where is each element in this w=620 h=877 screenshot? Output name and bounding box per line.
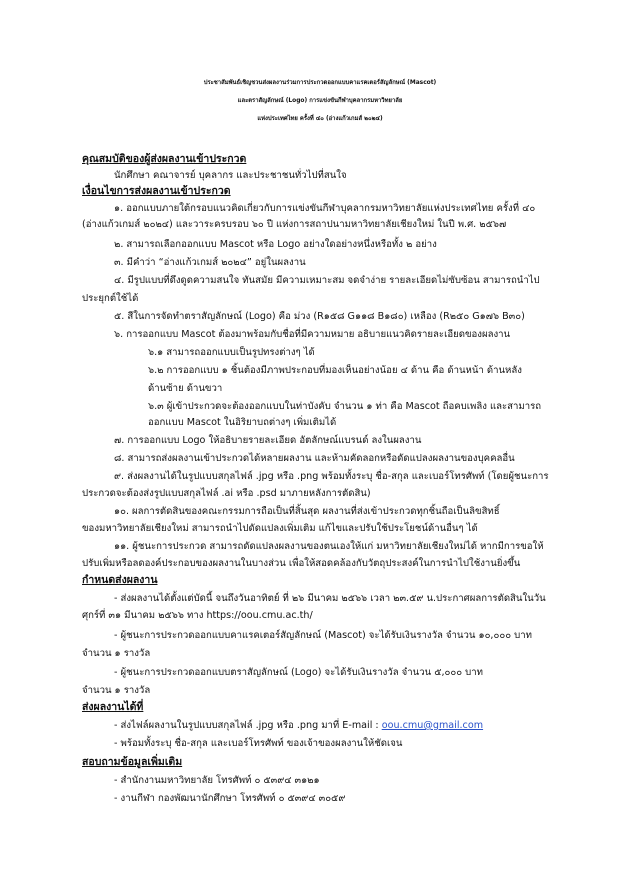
condition-2: ๒. สามารถเลือกออกแบบ Mascot หรือ Logo อย่างใดอย่างหนึ่งหรือทั้ง ๒ อย่าง: [114, 239, 437, 250]
submit-line-1-text: - ส่งไฟล์ผลงานในรูปแบบสกุลไฟล์ .jpg หรือ .png มาที่ E-mail :: [114, 720, 382, 731]
condition-6-2-line-1: ๖.๒ การออกแบบ ๑ ชิ้นต้องมีภาพประกอบที่มองเห็นอย่างน้อย ๔ ด้าน คือ ด้านหน้า ด้านหลัง: [148, 365, 522, 376]
condition-9-line-2: ประกวดจะต้องส่งรูปแบบสกุลไฟล์ .ai หรือ .psd มาภายหลังการตัดสิน): [82, 488, 371, 499]
condition-6-2-line-2: ด้านซ้าย ด้านขวา: [148, 383, 223, 394]
condition-6-1: ๖.๑ สามารถออกแบบเป็นรูปทรงต่างๆ ได้: [148, 347, 315, 358]
schedule-item-1-line-1: - ส่งผลงานได้ตั้งแต่บัดนี้ จนถึงวันอาทิตย์ ที่ ๒๖ มีนาคม ๒๕๖๖ เวลา ๒๓.๕๙ น.ประกาศผลการตัดสินในวัน: [114, 593, 546, 604]
schedule-heading: กำหนดส่งผลงาน: [82, 574, 158, 586]
condition-9-line-1: ๙. ส่งผลงานได้ในรูปแบบสกุลไฟล์ .jpg หรือ .png พร้อมทั้งระบุ ชื่อ-สกุล และเบอร์โทรศัพท์ (โดยผู้ชนะการ: [114, 471, 549, 482]
submit-line-1: [114, 719, 483, 732]
contact-heading: สอบถามข้อมูลเพิ่มเติม: [82, 756, 183, 768]
page-title-line-2: และตราสัญลักษณ์ (Logo) การแข่งขันกีฬาบุคลากรมหาวิทยาลัย: [237, 98, 403, 104]
qualifications-text: นักศึกษา คณาจารย์ บุคลากร และประชาชนทั่วไปที่สนใจ: [114, 170, 347, 181]
schedule-item-3-line-1: - ผู้ชนะการประกวดออกแบบตราสัญลักษณ์ (Logo) จะได้รับเงินรางวัล จำนวน ๕,๐๐๐ บาท: [114, 667, 483, 678]
condition-3: ๓. มีคำว่า “อ่างแก้วเกมส์ ๒๐๒๔” อยู่ในผลงาน: [114, 257, 306, 268]
condition-6-3-line-2: ออกแบบ Mascot ในอิริยาบถต่างๆ เพิ่มเติมได้: [148, 417, 337, 428]
condition-11-line-2: ปรับเพิ่มหรือลดองค์ประกอบของผลงานในบางส่วน เพื่อให้สอดคล้องกับวัตถุประสงค์ในการนำไปใช้งานยิ่งขึ้น: [82, 558, 521, 569]
condition-10-line-1: ๑๐. ผลการตัดสินของคณะกรรมการถือเป็นที่สิ้นสุด ผลงานที่ส่งเข้าประกวดทุกชิ้นถือเป็นลิขสิทธิ์: [114, 506, 500, 517]
email-link[interactable]: oou.cmu@gmail.com: [381, 720, 484, 731]
page-title-line-3: แห่งประเทศไทย ครั้งที่ ๔๐ (อ่างแก้วเกมส์ ๒๐๒๔): [257, 116, 383, 122]
condition-11-line-1: ๑๑. ผู้ชนะการประกวด สามารถดัดแปลงผลงานของตนเองให้แก่ มหาวิทยาลัยเชียงใหม่ได้ หากมีการขอให้: [114, 541, 544, 552]
condition-1-line-2: (อ่างแก้วเกมส์ ๒๐๒๔) และวาระครบรอบ ๖๐ ปี แห่งการสถาปนามหาวิทยาลัยเชียงใหม่ ในปี พ.ศ. ๒๕๖๗: [82, 219, 507, 230]
condition-6-3-line-1: ๖.๓ ผู้เข้าประกวดจะต้องออกแบบในท่าบังคับ จำนวน ๑ ท่า คือ Mascot ถือคบเพลิง และสามารถ: [148, 401, 542, 412]
condition-5: ๕. สีในการจัดทำตราสัญลักษณ์ (Logo) คือ ม่วง (R๑๕๘ G๑๑๘ B๑๘๐) เหลือง (R๒๕๐ G๑๗๖ B๓๐): [114, 311, 525, 322]
condition-7: ๗. การออกแบบ Logo ให้อธิบายรายละเอียด อัตลักษณ์แบรนด์ ลงในผลงาน: [114, 435, 422, 446]
condition-1-line-1: ๑. ออกแบบภายใต้กรอบแนวคิดเกี่ยวกับการแข่งขันกีฬาบุคลากรมหาวิทยาลัยแห่งประเทศไทย ครั้งที่ ๔๐: [114, 203, 536, 214]
submit-line-2: - พร้อมทั้งระบุ ชื่อ-สกุล และเบอร์โทรศัพท์ ของเจ้าของผลงานให้ชัดเจน: [114, 738, 403, 749]
schedule-item-1-line-2: ศุกร์ที่ ๓๑ มีนาคม ๒๕๖๖ ทาง https://oou.cmu.ac.th/: [82, 610, 313, 621]
condition-6: ๖. การออกแบบ Mascot ต้องมาพร้อมกับชื่อที่มีความหมาย อธิบายแนวคิดรายละเอียดของผลงาน: [114, 329, 511, 340]
schedule-item-2-line-1: - ผู้ชนะการประกวดออกแบบคาแรคเตอร์สัญลักษณ์ (Mascot) จะได้รับเงินรางวัล จำนวน ๑๐,๐๐๐ บาท: [114, 630, 532, 641]
condition-4-line-2: ประยุกต์ใช้ได้: [82, 293, 139, 304]
condition-8: ๘. สามารถส่งผลงานเข้าประกวดได้หลายผลงาน และห้ามคัดลอกหรือดัดแปลงผลงานของบุคคลอื่น: [114, 453, 515, 464]
page-title-line-1: ประชาสัมพันธ์เชิญชวนส่งผลงานร่วมการประกวดออกแบบคาแรคเตอร์สัญลักษณ์ (Mascot): [203, 80, 437, 86]
conditions-heading: เงื่อนไขการส่งผลงานเข้าประกวด: [82, 185, 231, 197]
qualifications-heading: คุณสมบัติของผู้ส่งผลงานเข้าประกวด: [82, 153, 247, 165]
contact-line-1: - สำนักงานมหาวิทยาลัย โทรศัพท์ ๐ ๕๓๙๔ ๓๑๒๑: [114, 775, 320, 786]
contact-line-2: - งานกีฬา กองพัฒนานักศึกษา โทรศัพท์ ๐ ๕๓๙๔ ๓๐๕๙: [114, 793, 346, 804]
condition-10-line-2: ของมหาวิทยาลัยเชียงใหม่ สามารถนำไปดัดแปลงเพิ่มเติม แก้ไขและปรับใช้ประโยชน์ด้านอื่นๆ ได้: [82, 523, 478, 534]
schedule-item-2-line-2: จำนวน ๑ รางวัล: [82, 648, 151, 659]
condition-4-line-1: ๔. มีรูปแบบที่ดึงดูดความสนใจ ทันสมัย มีความเหมาะสม จดจำง่าย รายละเอียดไม่ซับซ้อน สามารถนำไป: [114, 275, 540, 286]
submit-heading: ส่งผลงานได้ที่: [82, 701, 144, 713]
schedule-item-3-line-2: จำนวน ๑ รางวัล: [82, 685, 151, 696]
